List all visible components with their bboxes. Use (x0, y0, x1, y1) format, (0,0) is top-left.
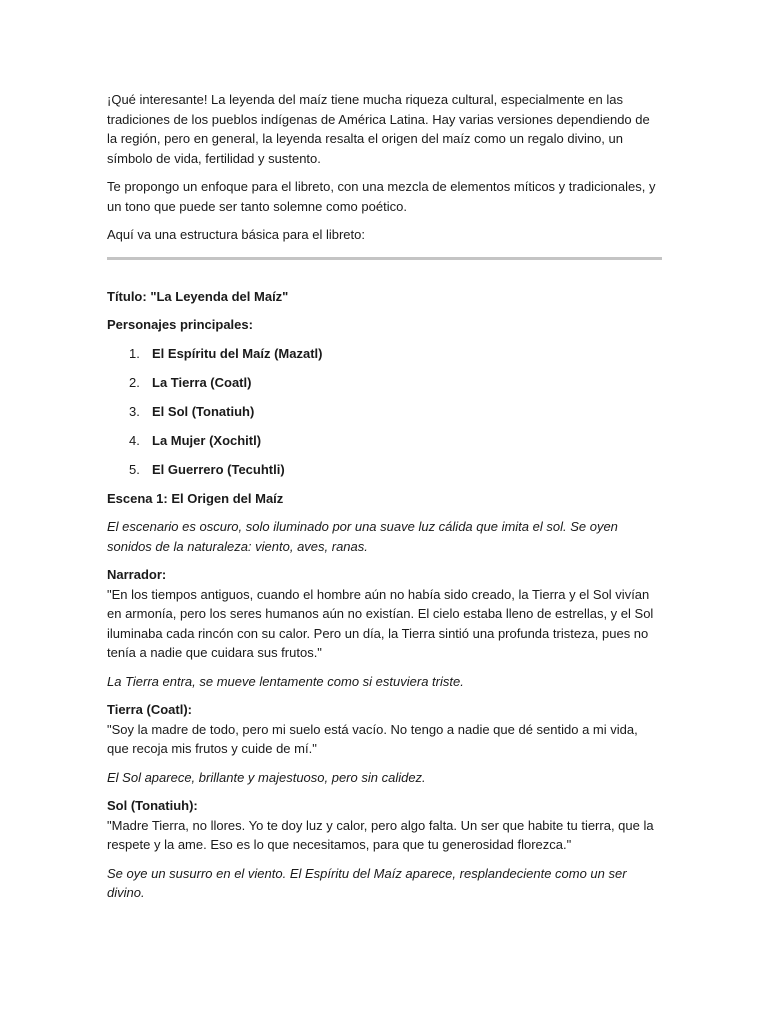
list-number: 4. (129, 432, 140, 448)
stage-direction: Se oye un susurro en el viento. El Espíritu del Maíz aparece, resplandeciente como un ser divino. (107, 865, 627, 900)
dialogue-block-tierra (107, 700, 662, 759)
list-item (107, 373, 662, 393)
speaker-label: Narrador: (107, 567, 167, 582)
characters-list (107, 344, 662, 480)
list-number: 1. (129, 345, 140, 361)
dialogue-line: "En los tiempos antiguos, cuando el hombre aún no había sido creado, la Tierra y el Sol vivían en armonía, pero los seres humanos aún no existían. El cielo estaba lleno de estrellas, y el Sol iluminaba cada rincón con su calor. Pero un día, la Tierra sintió una profunda tristeza, pues no tenía a nadie que cuidara sus frutos." (107, 586, 654, 660)
character-name: El Espíritu del Maíz (Mazatl) (152, 345, 323, 361)
list-number: 3. (129, 403, 140, 419)
stage-direction: El Sol aparece, brillante y majestuoso, pero sin calidez. (107, 769, 426, 785)
stage-direction: La Tierra entra, se mueve lentamente como si estuviera triste. (107, 673, 464, 689)
speaker-label: Tierra (Coatl): (107, 702, 192, 717)
character-name: La Mujer (Xochitl) (152, 432, 262, 448)
character-name: La Tierra (Coatl) (152, 374, 252, 390)
horizontal-divider (107, 257, 662, 260)
character-name: El Guerrero (Tecuhtli) (152, 461, 285, 477)
intro-paragraph-3: Aquí va una estructura básica para el libreto: (107, 227, 365, 242)
list-item (107, 460, 662, 480)
list-number: 2. (129, 374, 140, 390)
list-item (107, 344, 662, 364)
characters-heading: Personajes principales: (107, 317, 253, 332)
dialogue-line: "Madre Tierra, no llores. Yo te doy luz y calor, pero algo falta. Un ser que habite tu tierra, que la respete y la ame. Eso es lo que necesitamos, para que tu generosidad florezca." (107, 817, 654, 852)
list-number: 5. (129, 461, 140, 477)
list-item (107, 431, 662, 451)
dialogue-line: "Soy la madre de todo, pero mi suelo está vacío. No tengo a nadie que dé sentido a mi vida, que recoja mis frutos y cuide de mí." (107, 721, 638, 756)
intro-paragraph-2: Te propongo un enfoque para el libreto, con una mezcla de elementos míticos y tradicionales, y un tono que puede ser tanto solemne como poético. (107, 179, 656, 214)
speaker-label: Sol (Tonatiuh): (107, 798, 198, 813)
script-title: Título: "La Leyenda del Maíz" (107, 288, 289, 304)
list-item (107, 402, 662, 422)
scene-heading: Escena 1: El Origen del Maíz (107, 490, 284, 506)
dialogue-block-sol (107, 796, 662, 855)
document-page (107, 90, 662, 912)
character-name: El Sol (Tonatiuh) (152, 403, 255, 419)
dialogue-block-narrator (107, 565, 662, 663)
intro-paragraph-1: ¡Qué interesante! La leyenda del maíz tiene mucha riqueza cultural, especialmente en las tradiciones de los pueblos indígenas de América Latina. Hay varias versiones dependiendo de la región, pero en general, la leyenda resalta el origen del maíz como un regalo divino, un símbolo de vida, fertilidad y sustento. (107, 92, 650, 166)
stage-direction: El escenario es oscuro, solo iluminado por una suave luz cálida que imita el sol. Se oyen sonidos de la naturaleza: viento, aves, ranas. (107, 519, 618, 554)
